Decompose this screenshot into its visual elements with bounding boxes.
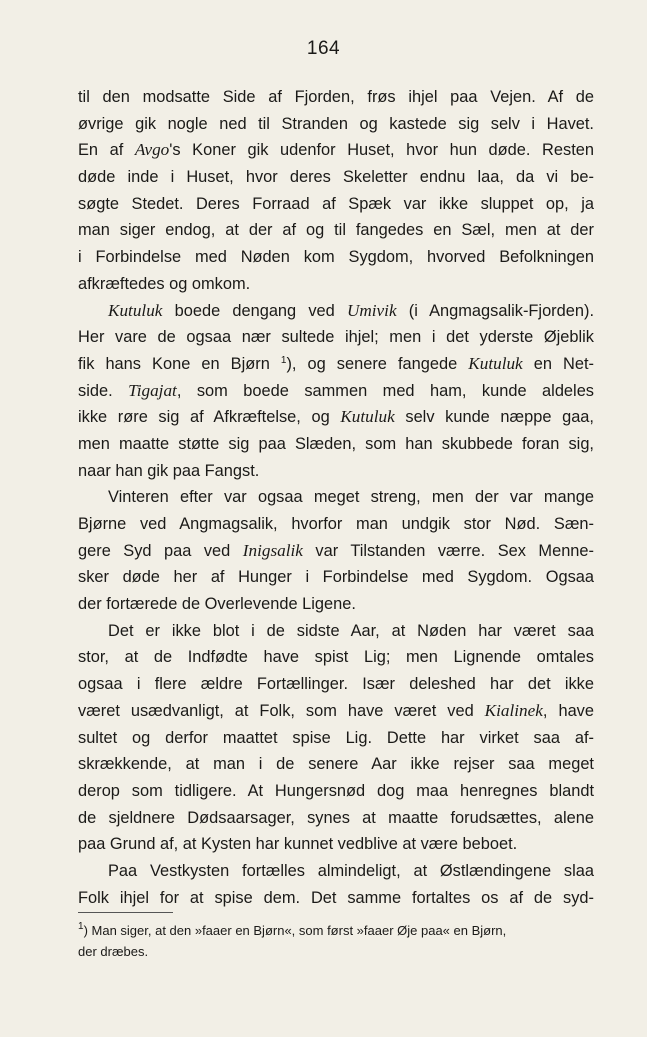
text-line: En af Avgo's Koner gik udenfor Huset, hvor hun døde. Resten [78,140,594,160]
text-line: søgte Stedet. Deres Forraad af Spæk var ikke sluppet op, ja [78,194,594,213]
text-line: der fortærede de Overlevende Ligene. [78,595,356,614]
text-line: men maatte støtte sig paa Slæden, som han skubbede foran sig, [78,434,594,453]
footnote-divider [78,912,173,913]
text-line: Det er ikke blot i de sidste Aar, at Nøden har været saa [108,621,594,640]
text-line: Paa Vestkysten fortælles almindeligt, at Østlændingene slaa [108,861,594,880]
text-line: naar han gik paa Fangst. [78,461,260,480]
text-line: derop som tidligere. At Hungersnød dog maa henregnes blandt [78,781,594,800]
text-line: ikke røre sig af Afkræftelse, og Kutuluk selv kunde næppe gaa, [78,407,594,427]
name-kutuluk: Kutuluk [108,300,163,320]
text-line: Vinteren efter var ogsaa meget streng, men der var mange [108,488,594,507]
text-line: skrækkende, at man i de senere Aar ikke rejser saa meget [78,755,594,774]
text-line: side. Tigajat, som boede sammen med ham, kunde aldeles [78,380,594,400]
text-line: til den modsatte Side af Fjorden, frøs ihjel paa Vejen. Af de [78,88,594,106]
text-line: Bjørne ved Angmagsalik, hvorfor man undgik stor Nød. Sæn- [78,515,594,533]
footnote-line: $^1$) Man siger, at den »faaer en Bjørn«, som først »faaer Øje paa« en Bjørn, [78,921,507,938]
footnote [78,920,594,962]
name-avgo: Avgo [134,140,170,160]
text-line: sultet og derfor maattet spise Lig. Dette har virket saa af- [78,728,594,747]
text-line: gere Syd paa ved Inigsalik var Tilstanden værre. Sex Menne- [78,540,594,560]
text-line: øvrige gik nogle ned til Stranden og kastede sig selv i Havet. [78,114,594,133]
footnote-ref: 1 [280,354,287,366]
name-kutuluk: Kutuluk [468,353,523,373]
text-line: paa Grund af, at Kysten har kunnet vedblive at være beboet. [78,835,518,854]
text-line: afkræftedes og omkom. [78,274,251,293]
name-tigajat: Tigajat [128,380,177,400]
footnote-marker: 1 [78,921,84,932]
text-line: døde inde i Huset, hvor deres Skeletter endnu laa, da vi be- [78,168,594,187]
page-number: 164 [306,38,341,59]
text-line: fik hans Kone en Bjørn $^1$), og senere fangede Kutuluk en Net- [78,353,595,373]
footnote-line: der dræbes. [78,944,149,959]
place-inigsalik: Inigsalik [242,540,303,560]
text-line: de sjeldnere Dødsaarsager, synes at maatte forudsættes, alene [78,808,594,827]
text-line: været usædvanligt, at Folk, som have været ved Kialinek, have [78,700,594,720]
body-text [78,84,594,911]
text-line: Her vare de ogsaa nær sultede ihjel; men i det yderste Øjeblik [78,328,594,347]
text-line: Kutuluk boede dengang ved Umivik (i Angmagsalik-Fjorden). [108,300,594,320]
text-line: sker døde her af Hunger i Forbindelse med Sygdom. Ogsaa [78,568,594,587]
text-line: stor, at de Indfødte have spist Lig; men Lignende omtales [78,648,594,667]
place-umivik: Umivik [346,300,397,320]
text-line: Folk ihjel for at spise dem. Det samme fortaltes os af de syd- [78,888,594,907]
text-line: ogsaa i flere ældre Fortællinger. Især deleshed har det ikke [78,675,594,694]
text-line: i Forbindelse med Nøden kom Sygdom, hvorved Befolkningen [78,248,594,267]
name-kutuluk: Kutuluk [340,407,395,427]
text-line: man siger endog, at der af og til fangedes en Sæl, men at der [78,221,594,240]
place-kialinek: Kialinek [484,700,543,720]
